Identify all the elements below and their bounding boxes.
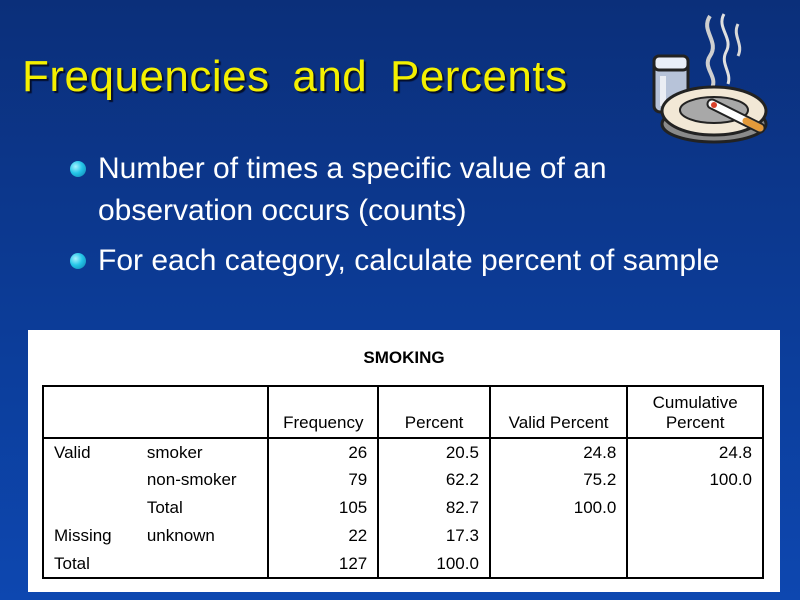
header-label-cell xyxy=(137,386,269,438)
cell-percent: 62.2 xyxy=(378,466,490,494)
cell-valid-percent: 75.2 xyxy=(490,466,627,494)
row-group: Total xyxy=(54,553,90,573)
cell-percent: 20.5 xyxy=(378,438,490,466)
row-label: smoker xyxy=(137,438,269,466)
bullet-item xyxy=(70,148,760,232)
ashtray-cigarette-lighter-icon xyxy=(640,6,770,146)
header-group-cell xyxy=(43,386,137,438)
cell-valid-percent: 100.0 xyxy=(490,494,627,522)
bullet-dot-icon xyxy=(70,253,86,269)
table-row xyxy=(43,494,763,522)
bullet-text: For each category, calculate percent of sample xyxy=(98,244,720,277)
row-label xyxy=(137,550,269,578)
row-group xyxy=(43,466,137,494)
cell-valid-percent xyxy=(490,522,627,550)
cell-cumulative xyxy=(627,494,763,522)
bullet-dot-icon xyxy=(70,161,86,177)
bullet-text: Number of times a specific value of an observation occurs (counts) xyxy=(98,152,607,227)
header-valid-percent: Valid Percent xyxy=(490,386,627,438)
cell-cumulative xyxy=(627,550,763,578)
table-row xyxy=(43,550,763,578)
row-group: Missing xyxy=(54,526,112,545)
bullet-item xyxy=(70,240,760,282)
table-row xyxy=(43,466,763,494)
row-label: Total xyxy=(137,494,269,522)
cell-frequency: 26 xyxy=(268,438,378,466)
header-percent: Percent xyxy=(378,386,490,438)
table-header-row xyxy=(43,386,763,438)
bullet-list xyxy=(70,148,760,290)
cell-percent: 82.7 xyxy=(378,494,490,522)
row-group xyxy=(43,494,137,522)
cell-frequency: 105 xyxy=(268,494,378,522)
row-label: unknown xyxy=(137,522,269,550)
cell-percent: 17.3 xyxy=(378,522,490,550)
table-title: SMOKING xyxy=(363,348,445,367)
cell-cumulative xyxy=(627,522,763,550)
row-group: Valid xyxy=(54,442,91,462)
cell-valid-percent: 24.8 xyxy=(490,438,627,466)
frequency-table-panel xyxy=(28,330,780,592)
table-row xyxy=(43,438,763,466)
cell-cumulative: 24.8 xyxy=(718,442,752,462)
row-label: non-smoker xyxy=(137,466,269,494)
table-row xyxy=(43,522,763,550)
cell-frequency: 127 xyxy=(268,550,378,578)
cell-valid-percent xyxy=(490,550,627,578)
cell-frequency: 79 xyxy=(268,466,378,494)
header-cumulative-percent: Cumulative Percent xyxy=(627,386,763,438)
cell-frequency: 22 xyxy=(268,522,378,550)
header-frequency: Frequency xyxy=(268,386,378,438)
frequency-table xyxy=(42,385,764,579)
cell-percent: 100.0 xyxy=(378,550,490,578)
slide-title: Frequencies and Percents xyxy=(22,52,568,101)
cell-cumulative: 100.0 xyxy=(709,470,752,489)
